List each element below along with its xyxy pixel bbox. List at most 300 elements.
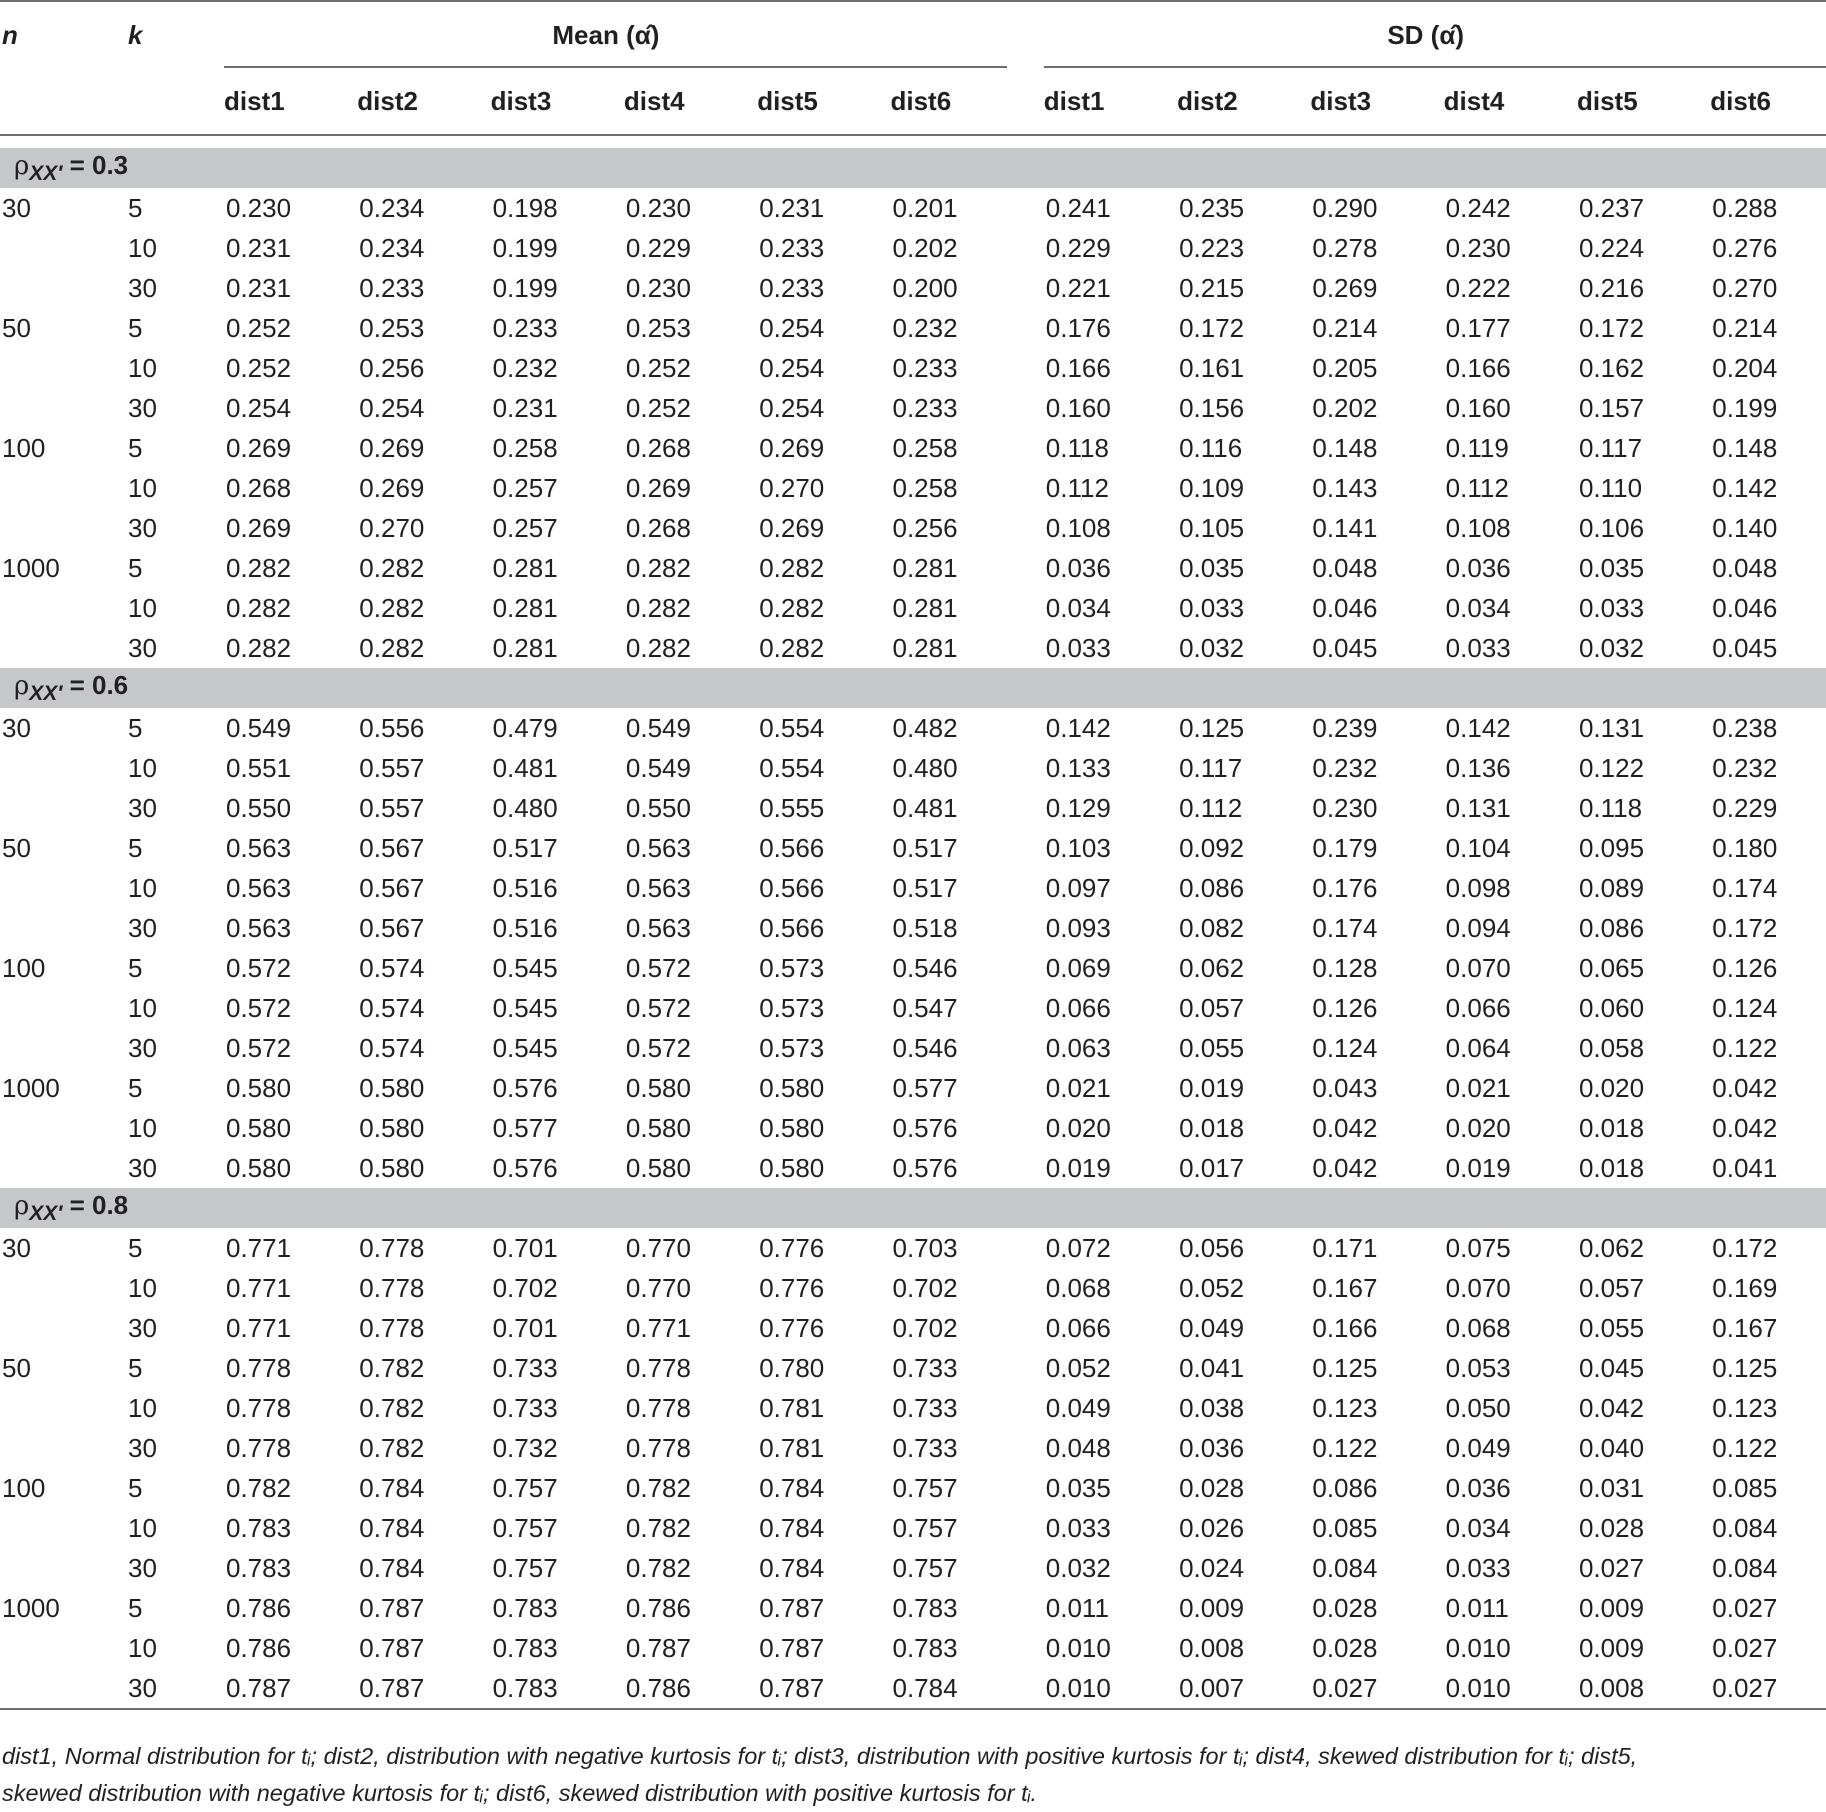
mean-value: 0.282	[359, 632, 425, 663]
sd-value-cell	[1426, 1388, 1559, 1428]
mean-value-cell	[206, 468, 339, 508]
mean-value: 0.480	[892, 752, 958, 783]
mean-value: 0.572	[625, 952, 691, 983]
mean-value: 0.517	[892, 832, 958, 863]
reliability-label	[0, 1188, 1826, 1228]
sd-value: 0.042	[1312, 1152, 1378, 1183]
mean-value-cell	[339, 1388, 472, 1428]
mean-value: 0.572	[625, 992, 691, 1023]
mean-value: 0.257	[492, 472, 558, 503]
sd-value-cell	[1559, 1108, 1692, 1148]
sd-value: 0.032	[1578, 632, 1645, 663]
sd-value-cell	[1692, 1508, 1825, 1548]
n-cell: 1000	[2, 552, 60, 583]
sd-value: 0.041	[1712, 1152, 1778, 1183]
sd-value: 0.045	[1312, 632, 1378, 663]
mean-value: 0.557	[359, 792, 425, 823]
mean-value: 0.563	[226, 872, 292, 903]
n-cell: 50	[2, 832, 31, 863]
mean-value: 0.482	[892, 712, 958, 743]
mean-value: 0.254	[359, 392, 425, 423]
sd-value-cell	[1292, 828, 1425, 868]
sd-value-cell	[1559, 748, 1692, 788]
sd-value-cell	[1159, 1268, 1292, 1308]
sd-value-cell	[1426, 468, 1559, 508]
k-cell: 5	[128, 192, 143, 223]
sd-value: 0.276	[1712, 232, 1778, 263]
sd-value: 0.176	[1312, 872, 1378, 903]
mean-value-cell	[473, 228, 606, 268]
sd-value: 0.049	[1045, 1392, 1111, 1423]
sd-value: 0.019	[1179, 1072, 1245, 1103]
n-cell	[0, 268, 124, 308]
mean-value-cell	[872, 588, 1005, 628]
sd-dist-label: dist2	[1177, 85, 1238, 116]
mean-value: 0.563	[625, 872, 691, 903]
mean-value: 0.563	[226, 832, 292, 863]
sd-value-cell	[1026, 988, 1159, 1028]
sd-value-cell	[1559, 1028, 1692, 1068]
mean-value-cell	[473, 1588, 606, 1628]
sd-value: 0.229	[1712, 792, 1778, 823]
mean-value-cell	[339, 588, 472, 628]
mean-value: 0.576	[892, 1112, 958, 1143]
n-cell	[0, 388, 124, 428]
mean-value: 0.580	[759, 1152, 825, 1183]
sd-value-cell	[1559, 1508, 1692, 1548]
mean-value: 0.516	[492, 872, 558, 903]
mean-value-cell	[339, 828, 472, 868]
sd-value: 0.036	[1045, 552, 1111, 583]
sd-dist-label: dist5	[1576, 85, 1638, 116]
mean-value-cell	[739, 828, 872, 868]
sd-value-cell	[1292, 1228, 1425, 1268]
k-cell: 10	[128, 992, 157, 1023]
mean-value-cell	[606, 708, 739, 748]
sd-group-rule	[1044, 66, 1826, 68]
sd-value-cell	[1292, 1028, 1425, 1068]
mean-value: 0.782	[359, 1392, 425, 1423]
table-row	[0, 308, 1826, 348]
mean-value-cell	[206, 268, 339, 308]
sd-value: 0.048	[1045, 1432, 1111, 1463]
sd-value: 0.142	[1445, 712, 1511, 743]
mean-value-cell	[206, 548, 339, 588]
mean-value-cell	[339, 1028, 472, 1068]
mean-value: 0.778	[359, 1312, 425, 1343]
mean-value-cell	[206, 1108, 339, 1148]
k-cell: 5	[128, 832, 143, 863]
sd-dist-header	[1292, 68, 1425, 135]
sd-value: 0.116	[1179, 432, 1243, 463]
k-cell: 10	[128, 1272, 157, 1303]
mean-value-cell	[739, 348, 872, 388]
mean-value-cell	[606, 308, 739, 348]
mean-value-cell	[606, 548, 739, 588]
mean-value-cell	[206, 988, 339, 1028]
sd-value: 0.041	[1179, 1352, 1245, 1383]
sd-dist-header	[1559, 68, 1692, 135]
mean-value: 0.480	[492, 792, 558, 823]
mean-value: 0.550	[625, 792, 691, 823]
mean-value: 0.702	[892, 1272, 958, 1303]
sd-value: 0.072	[1045, 1232, 1111, 1263]
mean-value: 0.580	[226, 1152, 292, 1183]
sd-value-cell	[1159, 588, 1292, 628]
sd-value: 0.084	[1312, 1552, 1378, 1583]
table-row	[0, 468, 1826, 508]
sd-value-cell	[1692, 1268, 1825, 1308]
mean-value-cell	[339, 1468, 472, 1508]
mean-value-cell	[206, 1468, 339, 1508]
sd-value: 0.070	[1445, 1272, 1511, 1303]
mean-value-cell	[606, 508, 739, 548]
mean-value: 0.573	[759, 992, 825, 1023]
mean-value: 0.481	[892, 792, 958, 823]
mean-value-cell	[206, 228, 339, 268]
sd-value: 0.063	[1045, 1032, 1111, 1063]
sd-value-cell	[1026, 1108, 1159, 1148]
sd-value-cell	[1292, 428, 1425, 468]
sd-value: 0.018	[1578, 1152, 1645, 1183]
sd-value-cell	[1692, 1228, 1825, 1268]
sd-value-cell	[1159, 1148, 1292, 1188]
sd-value-cell	[1159, 308, 1292, 348]
mean-value: 0.786	[226, 1592, 292, 1623]
sd-value: 0.033	[1179, 592, 1245, 623]
sd-value: 0.160	[1045, 392, 1111, 423]
sd-value: 0.230	[1445, 232, 1511, 263]
sd-value: 0.045	[1578, 1352, 1645, 1383]
mean-value-cell	[739, 1548, 872, 1588]
sd-value: 0.140	[1712, 512, 1778, 543]
table-row	[0, 1468, 1826, 1508]
sd-value-cell	[1159, 708, 1292, 748]
sd-value: 0.027	[1712, 1592, 1778, 1623]
mean-value-cell	[739, 1348, 872, 1388]
sd-value: 0.042	[1712, 1112, 1778, 1143]
sd-value-cell	[1426, 268, 1559, 308]
sd-value-cell	[1026, 1148, 1159, 1188]
sd-value-cell	[1292, 1428, 1425, 1468]
sd-value-cell	[1026, 1668, 1159, 1709]
mean-value-cell	[473, 868, 606, 908]
mean-value-cell	[473, 748, 606, 788]
mean-value-cell	[872, 308, 1005, 348]
mean-value: 0.233	[359, 272, 425, 303]
sd-value-cell	[1426, 708, 1559, 748]
sd-value-cell	[1559, 908, 1692, 948]
mean-value: 0.268	[226, 472, 292, 503]
sd-value-cell	[1159, 628, 1292, 668]
k-cell: 30	[128, 1032, 157, 1063]
sd-value-cell	[1292, 708, 1425, 748]
mean-value-cell	[872, 468, 1005, 508]
sd-value: 0.118	[1578, 792, 1643, 823]
mean-value: 0.778	[359, 1272, 425, 1303]
mean-value-cell	[473, 308, 606, 348]
table-body	[0, 148, 1826, 1709]
n-cell: 100	[2, 432, 46, 463]
sd-value: 0.143	[1312, 472, 1378, 503]
sd-value: 0.174	[1712, 872, 1778, 903]
mean-value: 0.776	[759, 1272, 825, 1303]
table-row	[0, 628, 1826, 668]
sd-value: 0.224	[1578, 232, 1645, 263]
mean-value-cell	[606, 1588, 739, 1628]
mean-value: 0.784	[892, 1672, 958, 1703]
sd-value-cell	[1426, 228, 1559, 268]
sd-value: 0.171	[1312, 1232, 1378, 1263]
mean-value: 0.733	[892, 1392, 958, 1423]
sd-value-cell	[1426, 1468, 1559, 1508]
sd-value: 0.032	[1045, 1552, 1111, 1583]
sd-value: 0.036	[1445, 1472, 1511, 1503]
mean-value-cell	[739, 388, 872, 428]
sd-value-cell	[1559, 988, 1692, 1028]
table-row	[0, 868, 1826, 908]
sd-value-cell	[1692, 1148, 1825, 1188]
mean-value-cell	[739, 748, 872, 788]
mean-value-cell	[473, 388, 606, 428]
mean-value: 0.545	[492, 992, 558, 1023]
sd-value: 0.027	[1712, 1672, 1778, 1703]
sd-value-cell	[1426, 588, 1559, 628]
mean-dist-label: dist3	[490, 85, 552, 116]
sd-group-label: SD (α̂)	[1387, 19, 1464, 50]
sd-value: 0.052	[1045, 1352, 1111, 1383]
mean-value: 0.282	[226, 632, 292, 663]
sd-value-cell	[1026, 1588, 1159, 1628]
sd-value-cell	[1559, 1148, 1692, 1188]
mean-value: 0.282	[625, 592, 691, 623]
sd-value-cell	[1559, 548, 1692, 588]
sd-value: 0.117	[1179, 752, 1243, 783]
table-row	[0, 228, 1826, 268]
sd-value-cell	[1159, 468, 1292, 508]
sd-value-cell	[1292, 468, 1425, 508]
mean-value-cell	[739, 508, 872, 548]
k-cell: 5	[128, 712, 143, 743]
mean-value-cell	[473, 1508, 606, 1548]
sd-value: 0.033	[1045, 632, 1111, 663]
mean-value: 0.776	[759, 1312, 825, 1343]
sd-value: 0.162	[1578, 352, 1645, 383]
sd-value: 0.110	[1578, 472, 1643, 503]
n-cell	[0, 348, 124, 388]
sd-value-cell	[1159, 1428, 1292, 1468]
mean-value-cell	[473, 1148, 606, 1188]
mean-value: 0.229	[625, 232, 691, 263]
mean-value-cell	[339, 1628, 472, 1668]
sd-value-cell	[1292, 948, 1425, 988]
rho-value: = 0.8	[62, 1189, 129, 1220]
sd-value-cell	[1559, 788, 1692, 828]
mean-value: 0.281	[892, 632, 958, 663]
mean-value: 0.778	[226, 1432, 292, 1463]
mean-value-cell	[473, 188, 606, 228]
mean-value: 0.770	[625, 1232, 691, 1263]
mean-value-cell	[606, 588, 739, 628]
sd-value-cell	[1692, 228, 1825, 268]
mean-value-cell	[606, 748, 739, 788]
sd-value-cell	[1692, 388, 1825, 428]
sd-value-cell	[1292, 1628, 1425, 1668]
sd-value: 0.288	[1712, 192, 1778, 223]
sd-value-cell	[1692, 348, 1825, 388]
mean-value-cell	[739, 1508, 872, 1548]
mean-dist-header	[739, 68, 872, 135]
sd-value: 0.131	[1445, 792, 1511, 823]
mean-value: 0.757	[492, 1472, 558, 1503]
sd-value: 0.019	[1445, 1152, 1511, 1183]
sd-value-cell	[1426, 1348, 1559, 1388]
mean-value-cell	[339, 388, 472, 428]
sd-value-cell	[1026, 228, 1159, 268]
sd-value: 0.160	[1445, 392, 1511, 423]
sd-value-cell	[1692, 548, 1825, 588]
sd-value: 0.046	[1712, 592, 1778, 623]
mean-value: 0.234	[359, 192, 425, 223]
mean-value: 0.254	[759, 392, 825, 423]
mean-value-cell	[872, 1268, 1005, 1308]
mean-value-cell	[739, 188, 872, 228]
sd-value: 0.086	[1179, 872, 1245, 903]
mean-value-cell	[473, 828, 606, 868]
mean-value-cell	[473, 708, 606, 748]
mean-value: 0.787	[226, 1672, 292, 1703]
mean-value: 0.563	[625, 832, 691, 863]
sd-value-cell	[1426, 788, 1559, 828]
sd-value-cell	[1026, 1028, 1159, 1068]
sd-value-cell	[1692, 1588, 1825, 1628]
mean-value-cell	[473, 628, 606, 668]
mean-value-cell	[473, 548, 606, 588]
sd-value-cell	[1026, 188, 1159, 228]
sd-value-cell	[1426, 1308, 1559, 1348]
mean-value-cell	[473, 1388, 606, 1428]
sd-value: 0.042	[1578, 1392, 1645, 1423]
mean-value: 0.282	[226, 552, 292, 583]
sd-value-cell	[1426, 1068, 1559, 1108]
rho-symbol: ρ	[14, 1190, 30, 1221]
mean-value: 0.580	[359, 1072, 425, 1103]
sd-value-cell	[1159, 548, 1292, 588]
sd-value-cell	[1692, 1628, 1825, 1668]
mean-value: 0.702	[892, 1312, 958, 1343]
mean-value-cell	[206, 1508, 339, 1548]
mean-value-cell	[606, 1388, 739, 1428]
n-cell	[0, 1308, 124, 1348]
mean-value-cell	[872, 188, 1005, 228]
mean-value-cell	[339, 348, 472, 388]
k-cell: 10	[128, 1392, 157, 1423]
mean-value: 0.269	[226, 432, 292, 463]
mean-value: 0.787	[359, 1592, 425, 1623]
sd-value-cell	[1159, 748, 1292, 788]
mean-value-cell	[739, 1268, 872, 1308]
sd-value-cell	[1292, 1108, 1425, 1148]
mean-value: 0.771	[625, 1312, 691, 1343]
sd-value-cell	[1026, 588, 1159, 628]
n-column-header: n	[2, 19, 18, 50]
sd-value: 0.018	[1179, 1112, 1245, 1143]
mean-dist-label: dist1	[224, 85, 285, 116]
sd-value-cell	[1026, 948, 1159, 988]
mean-value: 0.549	[625, 752, 691, 783]
k-cell: 5	[128, 1232, 143, 1263]
sd-value: 0.008	[1578, 1672, 1645, 1703]
sd-value: 0.172	[1179, 312, 1245, 343]
section-header-row	[0, 148, 1826, 188]
mean-value-cell	[473, 908, 606, 948]
mean-value: 0.776	[759, 1232, 825, 1263]
sd-value: 0.172	[1712, 1232, 1778, 1263]
n-cell: 100	[2, 1472, 46, 1503]
sd-value: 0.126	[1712, 952, 1778, 983]
sd-value-cell	[1559, 948, 1692, 988]
mean-value: 0.771	[226, 1272, 292, 1303]
mean-value: 0.757	[892, 1552, 958, 1583]
mean-value: 0.257	[492, 512, 558, 543]
sd-value: 0.202	[1312, 392, 1378, 423]
sd-value-cell	[1292, 1148, 1425, 1188]
table-row	[0, 388, 1826, 428]
sd-value: 0.169	[1712, 1272, 1778, 1303]
n-cell: 30	[2, 1232, 31, 1263]
sd-value: 0.199	[1712, 392, 1778, 423]
mean-value-cell	[872, 1068, 1005, 1108]
n-cell: 30	[2, 712, 31, 743]
mean-value: 0.268	[625, 512, 691, 543]
sd-value-cell	[1292, 1388, 1425, 1428]
sd-value-cell	[1692, 588, 1825, 628]
sd-value-cell	[1559, 428, 1692, 468]
sd-value-cell	[1026, 788, 1159, 828]
mean-value-cell	[206, 948, 339, 988]
mean-value: 0.784	[759, 1512, 825, 1543]
sd-value: 0.033	[1445, 1552, 1511, 1583]
mean-value-cell	[872, 1588, 1005, 1628]
sd-value: 0.204	[1712, 352, 1778, 383]
sd-value: 0.050	[1445, 1392, 1511, 1423]
k-cell: 10	[128, 592, 157, 623]
mean-value: 0.545	[492, 1032, 558, 1063]
sd-value: 0.125	[1179, 712, 1245, 743]
mean-value: 0.199	[492, 272, 558, 303]
sd-value: 0.026	[1179, 1512, 1245, 1543]
mean-value-cell	[739, 1228, 872, 1268]
mean-value-cell	[473, 1108, 606, 1148]
n-cell	[0, 1108, 124, 1148]
mean-value-cell	[473, 1468, 606, 1508]
mean-value: 0.782	[359, 1432, 425, 1463]
sd-dist-header	[1159, 68, 1292, 135]
sd-value-cell	[1692, 908, 1825, 948]
mean-dist-header	[473, 68, 606, 135]
mean-value: 0.580	[759, 1112, 825, 1143]
mean-value-cell	[739, 588, 872, 628]
sd-value-cell	[1692, 788, 1825, 828]
mean-value-cell	[872, 228, 1005, 268]
mean-value-cell	[872, 908, 1005, 948]
mean-value: 0.517	[492, 832, 558, 863]
sd-value: 0.109	[1179, 472, 1245, 503]
table-row	[0, 748, 1826, 788]
sd-value: 0.216	[1578, 272, 1645, 303]
sd-value-cell	[1559, 1388, 1692, 1428]
mean-value-cell	[739, 1588, 872, 1628]
